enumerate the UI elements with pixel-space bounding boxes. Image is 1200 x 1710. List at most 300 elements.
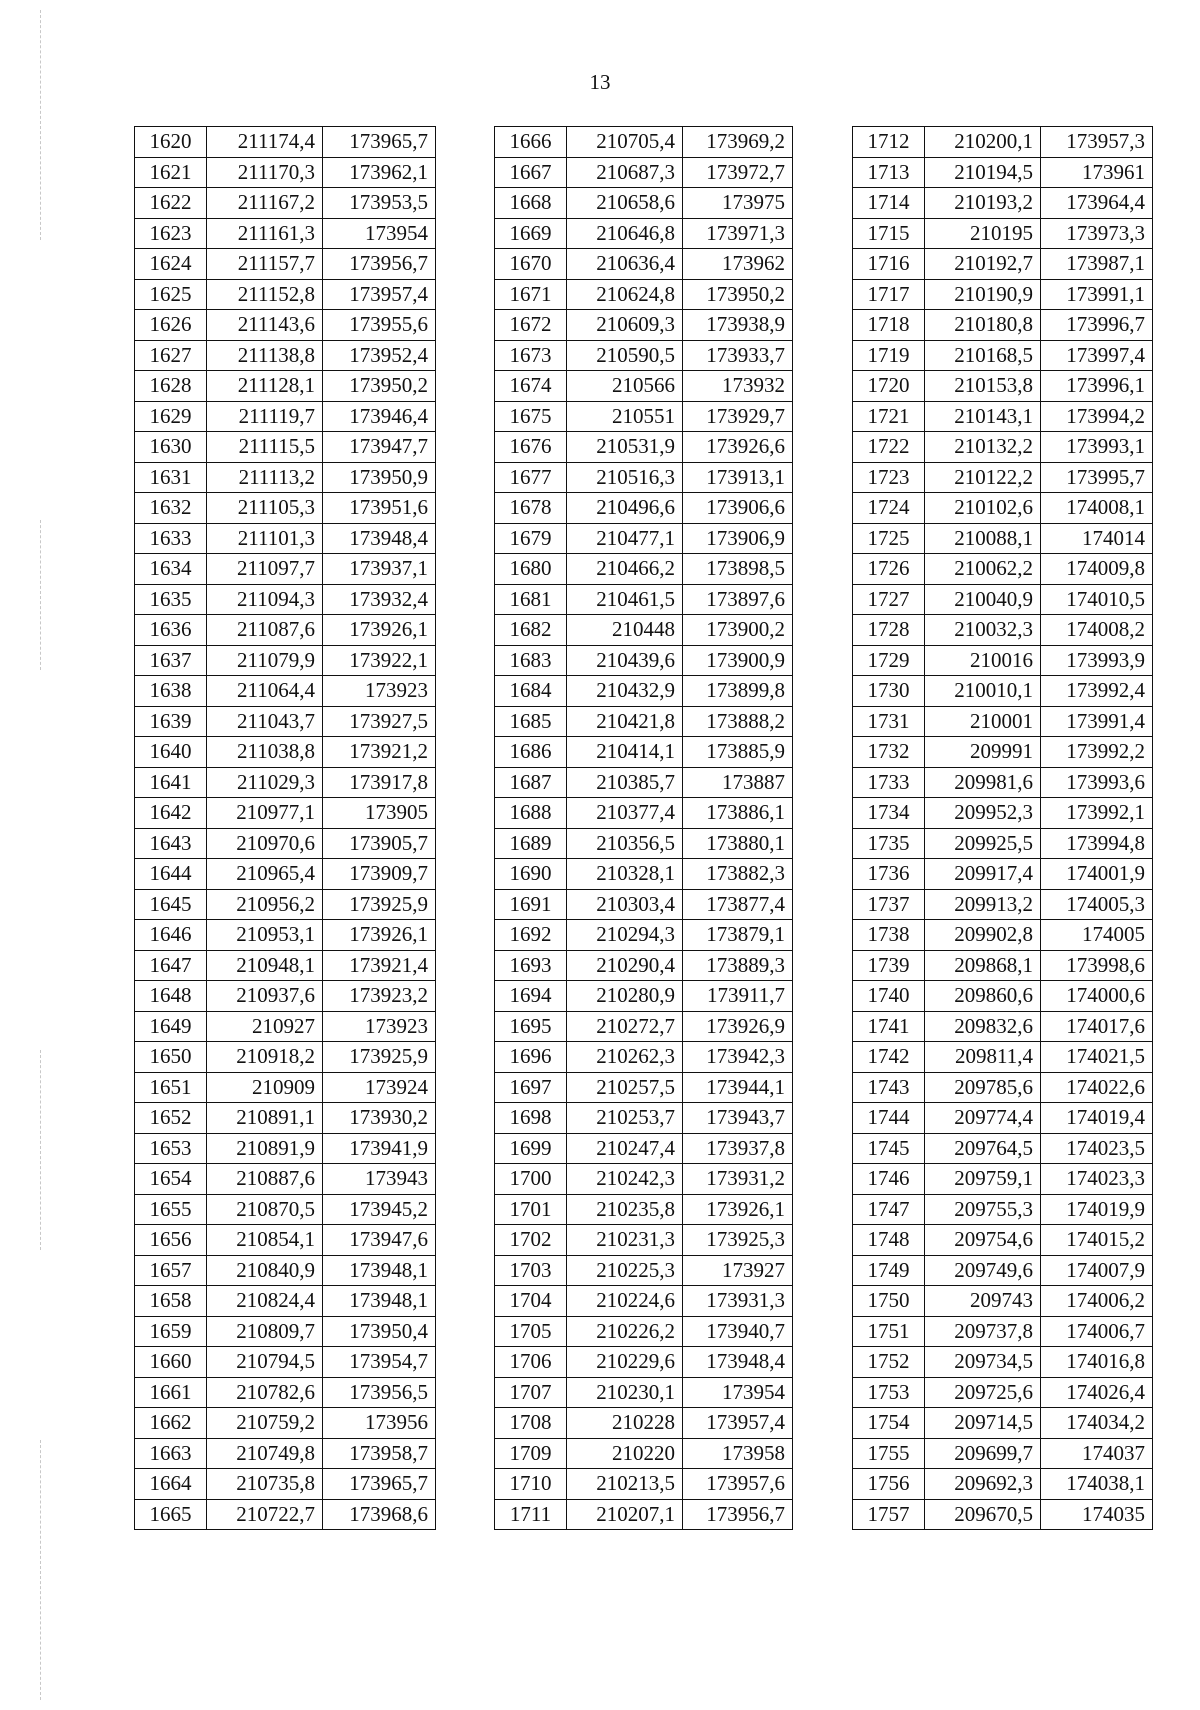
y-coordinate-cell: 173946,4 <box>323 401 436 432</box>
y-coordinate-cell: 173947,6 <box>323 1225 436 1256</box>
table-row <box>135 1469 436 1500</box>
x-coordinate-cell: 210001 <box>925 706 1041 737</box>
point-number-cell: 1727 <box>853 584 925 615</box>
table-row <box>495 1103 793 1134</box>
y-coordinate-cell: 173956,7 <box>323 249 436 280</box>
y-coordinate-cell: 173996,7 <box>1041 310 1153 341</box>
y-coordinate-cell: 174001,9 <box>1041 859 1153 890</box>
point-number-cell: 1754 <box>853 1408 925 1439</box>
point-number-cell: 1683 <box>495 645 567 676</box>
table-row <box>135 218 436 249</box>
point-number-cell: 1682 <box>495 615 567 646</box>
point-number-cell: 1722 <box>853 432 925 463</box>
point-number-cell: 1679 <box>495 523 567 554</box>
x-coordinate-cell: 211101,3 <box>207 523 323 554</box>
point-number-cell: 1715 <box>853 218 925 249</box>
table-row <box>495 615 793 646</box>
y-coordinate-cell: 173948,4 <box>683 1347 793 1378</box>
table-row <box>135 615 436 646</box>
table-row <box>853 676 1153 707</box>
point-number-cell: 1630 <box>135 432 207 463</box>
point-number-cell: 1661 <box>135 1377 207 1408</box>
y-coordinate-cell: 173937,1 <box>323 554 436 585</box>
point-number-cell: 1699 <box>495 1133 567 1164</box>
point-number-cell: 1707 <box>495 1377 567 1408</box>
table-row <box>853 1042 1153 1073</box>
table-row <box>853 493 1153 524</box>
x-coordinate-cell: 210253,7 <box>567 1103 683 1134</box>
point-number-cell: 1753 <box>853 1377 925 1408</box>
table-row <box>495 798 793 829</box>
point-number-cell: 1632 <box>135 493 207 524</box>
y-coordinate-cell: 173962 <box>683 249 793 280</box>
point-number-cell: 1628 <box>135 371 207 402</box>
table-row <box>495 462 793 493</box>
table-row <box>135 1194 436 1225</box>
x-coordinate-cell: 210213,5 <box>567 1469 683 1500</box>
table-row <box>495 767 793 798</box>
point-number-cell: 1650 <box>135 1042 207 1073</box>
y-coordinate-cell: 174014 <box>1041 523 1153 554</box>
point-number-cell: 1676 <box>495 432 567 463</box>
table-row <box>853 1225 1153 1256</box>
table-row <box>135 920 436 951</box>
table-row <box>853 1011 1153 1042</box>
point-number-cell: 1666 <box>495 127 567 158</box>
y-coordinate-cell: 173948,4 <box>323 523 436 554</box>
table-row <box>135 127 436 158</box>
point-number-cell: 1643 <box>135 828 207 859</box>
y-coordinate-cell: 173950,9 <box>323 462 436 493</box>
point-number-cell: 1736 <box>853 859 925 890</box>
point-number-cell: 1716 <box>853 249 925 280</box>
table-row <box>495 371 793 402</box>
table-row <box>853 218 1153 249</box>
x-coordinate-cell: 210190,9 <box>925 279 1041 310</box>
table-row <box>495 218 793 249</box>
x-coordinate-cell: 210200,1 <box>925 127 1041 158</box>
table-row <box>135 737 436 768</box>
x-coordinate-cell: 210280,9 <box>567 981 683 1012</box>
y-coordinate-cell: 174034,2 <box>1041 1408 1153 1439</box>
table-row <box>853 645 1153 676</box>
point-number-cell: 1752 <box>853 1347 925 1378</box>
table-row <box>135 1011 436 1042</box>
point-number-cell: 1712 <box>853 127 925 158</box>
point-number-cell: 1667 <box>495 157 567 188</box>
x-coordinate-cell: 209699,7 <box>925 1438 1041 1469</box>
point-number-cell: 1755 <box>853 1438 925 1469</box>
table-row <box>853 584 1153 615</box>
y-coordinate-cell: 173945,2 <box>323 1194 436 1225</box>
y-coordinate-cell: 173889,3 <box>683 950 793 981</box>
table-row <box>853 1316 1153 1347</box>
y-coordinate-cell: 174010,5 <box>1041 584 1153 615</box>
point-number-cell: 1677 <box>495 462 567 493</box>
table-row <box>495 1255 793 1286</box>
y-coordinate-cell: 174038,1 <box>1041 1469 1153 1500</box>
table-row <box>495 1225 793 1256</box>
point-number-cell: 1728 <box>853 615 925 646</box>
x-coordinate-cell: 210531,9 <box>567 432 683 463</box>
point-number-cell: 1659 <box>135 1316 207 1347</box>
table-row <box>495 1408 793 1439</box>
point-number-cell: 1634 <box>135 554 207 585</box>
table-row <box>135 1377 436 1408</box>
table-row <box>135 1408 436 1439</box>
y-coordinate-cell: 173954 <box>323 218 436 249</box>
table-row <box>853 157 1153 188</box>
x-coordinate-cell: 210032,3 <box>925 615 1041 646</box>
x-coordinate-cell: 209714,5 <box>925 1408 1041 1439</box>
table-row <box>135 1316 436 1347</box>
table-row <box>853 340 1153 371</box>
x-coordinate-cell: 210891,1 <box>207 1103 323 1134</box>
x-coordinate-cell: 210956,2 <box>207 889 323 920</box>
x-coordinate-cell: 209754,6 <box>925 1225 1041 1256</box>
table-row <box>853 554 1153 585</box>
y-coordinate-cell: 173958 <box>683 1438 793 1469</box>
y-coordinate-cell: 173951,6 <box>323 493 436 524</box>
table-row <box>495 401 793 432</box>
y-coordinate-cell: 173950,2 <box>683 279 793 310</box>
point-number-cell: 1756 <box>853 1469 925 1500</box>
point-number-cell: 1637 <box>135 645 207 676</box>
y-coordinate-cell: 173957,6 <box>683 1469 793 1500</box>
y-coordinate-cell: 173954,7 <box>323 1347 436 1378</box>
table-row <box>135 1072 436 1103</box>
y-coordinate-cell: 174008,2 <box>1041 615 1153 646</box>
point-number-cell: 1688 <box>495 798 567 829</box>
point-number-cell: 1740 <box>853 981 925 1012</box>
y-coordinate-cell: 174023,5 <box>1041 1133 1153 1164</box>
x-coordinate-cell: 210477,1 <box>567 523 683 554</box>
x-coordinate-cell: 210294,3 <box>567 920 683 951</box>
point-number-cell: 1751 <box>853 1316 925 1347</box>
x-coordinate-cell: 210421,8 <box>567 706 683 737</box>
binding-margin-line <box>40 1440 41 1700</box>
table-row <box>495 1499 793 1530</box>
y-coordinate-cell: 173956,7 <box>683 1499 793 1530</box>
x-coordinate-cell: 210909 <box>207 1072 323 1103</box>
x-coordinate-cell: 210143,1 <box>925 401 1041 432</box>
x-coordinate-cell: 210194,5 <box>925 157 1041 188</box>
y-coordinate-cell: 173955,6 <box>323 310 436 341</box>
y-coordinate-cell: 173993,6 <box>1041 767 1153 798</box>
point-number-cell: 1627 <box>135 340 207 371</box>
x-coordinate-cell: 210854,1 <box>207 1225 323 1256</box>
table-row <box>495 432 793 463</box>
x-coordinate-cell: 209749,6 <box>925 1255 1041 1286</box>
y-coordinate-cell: 173925,9 <box>323 1042 436 1073</box>
table-row <box>853 279 1153 310</box>
table-row <box>495 1042 793 1073</box>
y-coordinate-cell: 174021,5 <box>1041 1042 1153 1073</box>
x-coordinate-cell: 210759,2 <box>207 1408 323 1439</box>
point-number-cell: 1662 <box>135 1408 207 1439</box>
x-coordinate-cell: 210180,8 <box>925 310 1041 341</box>
point-number-cell: 1748 <box>853 1225 925 1256</box>
x-coordinate-cell: 210193,2 <box>925 188 1041 219</box>
x-coordinate-cell: 210448 <box>567 615 683 646</box>
binding-margin-line <box>40 520 41 670</box>
x-coordinate-cell: 210735,8 <box>207 1469 323 1500</box>
y-coordinate-cell: 173987,1 <box>1041 249 1153 280</box>
x-coordinate-cell: 209811,4 <box>925 1042 1041 1073</box>
x-coordinate-cell: 209755,3 <box>925 1194 1041 1225</box>
table-row <box>853 1133 1153 1164</box>
table-row <box>853 1499 1153 1530</box>
point-number-cell: 1620 <box>135 127 207 158</box>
point-number-cell: 1653 <box>135 1133 207 1164</box>
x-coordinate-cell: 210062,2 <box>925 554 1041 585</box>
x-coordinate-cell: 211105,3 <box>207 493 323 524</box>
point-number-cell: 1626 <box>135 310 207 341</box>
x-coordinate-cell: 210272,7 <box>567 1011 683 1042</box>
x-coordinate-cell: 210937,6 <box>207 981 323 1012</box>
point-number-cell: 1696 <box>495 1042 567 1073</box>
y-coordinate-cell: 174006,2 <box>1041 1286 1153 1317</box>
table-row <box>495 554 793 585</box>
y-coordinate-cell: 173926,6 <box>683 432 793 463</box>
y-coordinate-cell: 173888,2 <box>683 706 793 737</box>
x-coordinate-cell: 209759,1 <box>925 1164 1041 1195</box>
coordinates-table <box>134 126 436 1530</box>
point-number-cell: 1649 <box>135 1011 207 1042</box>
table-row <box>853 371 1153 402</box>
y-coordinate-cell: 173957,3 <box>1041 127 1153 158</box>
y-coordinate-cell: 173971,3 <box>683 218 793 249</box>
x-coordinate-cell: 210040,9 <box>925 584 1041 615</box>
y-coordinate-cell: 173992,4 <box>1041 676 1153 707</box>
y-coordinate-cell: 173938,9 <box>683 310 793 341</box>
point-number-cell: 1647 <box>135 950 207 981</box>
x-coordinate-cell: 211152,8 <box>207 279 323 310</box>
x-coordinate-cell: 210257,5 <box>567 1072 683 1103</box>
point-number-cell: 1689 <box>495 828 567 859</box>
table-row <box>853 127 1153 158</box>
y-coordinate-cell: 173923 <box>323 676 436 707</box>
y-coordinate-cell: 173992,1 <box>1041 798 1153 829</box>
table-row <box>853 310 1153 341</box>
x-coordinate-cell: 210385,7 <box>567 767 683 798</box>
x-coordinate-cell: 210646,8 <box>567 218 683 249</box>
table-row <box>495 737 793 768</box>
x-coordinate-cell: 211157,7 <box>207 249 323 280</box>
table-row <box>853 432 1153 463</box>
table-row <box>135 554 436 585</box>
table-row <box>495 249 793 280</box>
point-number-cell: 1735 <box>853 828 925 859</box>
y-coordinate-cell: 173923 <box>323 1011 436 1042</box>
x-coordinate-cell: 209832,6 <box>925 1011 1041 1042</box>
table-row <box>495 340 793 371</box>
x-coordinate-cell: 211079,9 <box>207 645 323 676</box>
x-coordinate-cell: 210636,4 <box>567 249 683 280</box>
point-number-cell: 1720 <box>853 371 925 402</box>
x-coordinate-cell: 210782,6 <box>207 1377 323 1408</box>
y-coordinate-cell: 173995,7 <box>1041 462 1153 493</box>
x-coordinate-cell: 210195 <box>925 218 1041 249</box>
point-number-cell: 1750 <box>853 1286 925 1317</box>
table-row <box>495 981 793 1012</box>
point-number-cell: 1703 <box>495 1255 567 1286</box>
y-coordinate-cell: 173957,4 <box>683 1408 793 1439</box>
table-row <box>495 706 793 737</box>
table-row <box>135 401 436 432</box>
point-number-cell: 1718 <box>853 310 925 341</box>
point-number-cell: 1648 <box>135 981 207 1012</box>
y-coordinate-cell: 173943 <box>323 1164 436 1195</box>
table-row <box>495 188 793 219</box>
x-coordinate-cell: 210102,6 <box>925 493 1041 524</box>
y-coordinate-cell: 174037 <box>1041 1438 1153 1469</box>
table-row <box>135 523 436 554</box>
point-number-cell: 1742 <box>853 1042 925 1073</box>
point-number-cell: 1702 <box>495 1225 567 1256</box>
x-coordinate-cell: 209785,6 <box>925 1072 1041 1103</box>
y-coordinate-cell: 173932,4 <box>323 584 436 615</box>
point-number-cell: 1685 <box>495 706 567 737</box>
x-coordinate-cell: 209734,5 <box>925 1347 1041 1378</box>
point-number-cell: 1684 <box>495 676 567 707</box>
point-number-cell: 1639 <box>135 706 207 737</box>
x-coordinate-cell: 211138,8 <box>207 340 323 371</box>
point-number-cell: 1646 <box>135 920 207 951</box>
y-coordinate-cell: 174000,6 <box>1041 981 1153 1012</box>
table-row <box>135 1255 436 1286</box>
y-coordinate-cell: 173921,4 <box>323 950 436 981</box>
point-number-cell: 1700 <box>495 1164 567 1195</box>
y-coordinate-cell: 173962,1 <box>323 157 436 188</box>
table-row <box>135 493 436 524</box>
point-number-cell: 1737 <box>853 889 925 920</box>
y-coordinate-cell: 173956 <box>323 1408 436 1439</box>
y-coordinate-cell: 174026,4 <box>1041 1377 1153 1408</box>
y-coordinate-cell: 173997,4 <box>1041 340 1153 371</box>
y-coordinate-cell: 173926,1 <box>323 920 436 951</box>
x-coordinate-cell: 211174,4 <box>207 127 323 158</box>
y-coordinate-cell: 173885,9 <box>683 737 793 768</box>
y-coordinate-cell: 173927,5 <box>323 706 436 737</box>
x-coordinate-cell: 210466,2 <box>567 554 683 585</box>
point-number-cell: 1680 <box>495 554 567 585</box>
y-coordinate-cell: 173913,1 <box>683 462 793 493</box>
point-number-cell: 1731 <box>853 706 925 737</box>
x-coordinate-cell: 210228 <box>567 1408 683 1439</box>
point-number-cell: 1691 <box>495 889 567 920</box>
y-coordinate-cell: 173958,7 <box>323 1438 436 1469</box>
point-number-cell: 1672 <box>495 310 567 341</box>
y-coordinate-cell: 173942,3 <box>683 1042 793 1073</box>
x-coordinate-cell: 210168,5 <box>925 340 1041 371</box>
y-coordinate-cell: 173975 <box>683 188 793 219</box>
x-coordinate-cell: 210247,4 <box>567 1133 683 1164</box>
table-row <box>135 432 436 463</box>
y-coordinate-cell: 173957,4 <box>323 279 436 310</box>
x-coordinate-cell: 210226,2 <box>567 1316 683 1347</box>
table-row <box>853 767 1153 798</box>
y-coordinate-cell: 173887 <box>683 767 793 798</box>
x-coordinate-cell: 210235,8 <box>567 1194 683 1225</box>
point-number-cell: 1673 <box>495 340 567 371</box>
y-coordinate-cell: 173911,7 <box>683 981 793 1012</box>
x-coordinate-cell: 211143,6 <box>207 310 323 341</box>
x-coordinate-cell: 210927 <box>207 1011 323 1042</box>
table-row <box>495 1194 793 1225</box>
point-number-cell: 1738 <box>853 920 925 951</box>
table-row <box>495 1286 793 1317</box>
coordinates-table <box>852 126 1153 1530</box>
table-row <box>853 950 1153 981</box>
x-coordinate-cell: 210377,4 <box>567 798 683 829</box>
table-row <box>853 798 1153 829</box>
table-row <box>853 1286 1153 1317</box>
point-number-cell: 1739 <box>853 950 925 981</box>
point-number-cell: 1635 <box>135 584 207 615</box>
y-coordinate-cell: 173950,2 <box>323 371 436 402</box>
x-coordinate-cell: 210794,5 <box>207 1347 323 1378</box>
table-row <box>135 1286 436 1317</box>
x-coordinate-cell: 209925,5 <box>925 828 1041 859</box>
y-coordinate-cell: 173950,4 <box>323 1316 436 1347</box>
y-coordinate-cell: 173906,9 <box>683 523 793 554</box>
point-number-cell: 1660 <box>135 1347 207 1378</box>
binding-margin-line <box>40 1050 41 1250</box>
table-row <box>853 920 1153 951</box>
y-coordinate-cell: 173994,8 <box>1041 828 1153 859</box>
table-row <box>853 828 1153 859</box>
y-coordinate-cell: 173925,9 <box>323 889 436 920</box>
point-number-cell: 1669 <box>495 218 567 249</box>
x-coordinate-cell: 210977,1 <box>207 798 323 829</box>
x-coordinate-cell: 210328,1 <box>567 859 683 890</box>
table-row <box>495 310 793 341</box>
y-coordinate-cell: 173998,6 <box>1041 950 1153 981</box>
x-coordinate-cell: 210948,1 <box>207 950 323 981</box>
x-coordinate-cell: 211038,8 <box>207 737 323 768</box>
point-number-cell: 1717 <box>853 279 925 310</box>
point-number-cell: 1730 <box>853 676 925 707</box>
point-number-cell: 1678 <box>495 493 567 524</box>
point-number-cell: 1746 <box>853 1164 925 1195</box>
table-row <box>135 798 436 829</box>
point-number-cell: 1651 <box>135 1072 207 1103</box>
x-coordinate-cell: 210870,5 <box>207 1194 323 1225</box>
y-coordinate-cell: 173961 <box>1041 157 1153 188</box>
table-row <box>135 371 436 402</box>
y-coordinate-cell: 173877,4 <box>683 889 793 920</box>
y-coordinate-cell: 174006,7 <box>1041 1316 1153 1347</box>
x-coordinate-cell: 210432,9 <box>567 676 683 707</box>
x-coordinate-cell: 211113,2 <box>207 462 323 493</box>
table-row <box>853 188 1153 219</box>
table-row <box>495 1347 793 1378</box>
x-coordinate-cell: 210566 <box>567 371 683 402</box>
point-number-cell: 1663 <box>135 1438 207 1469</box>
table-row <box>135 462 436 493</box>
y-coordinate-cell: 173922,1 <box>323 645 436 676</box>
x-coordinate-cell: 210722,7 <box>207 1499 323 1530</box>
point-number-cell: 1692 <box>495 920 567 951</box>
x-coordinate-cell: 210609,3 <box>567 310 683 341</box>
x-coordinate-cell: 210840,9 <box>207 1255 323 1286</box>
x-coordinate-cell: 210970,6 <box>207 828 323 859</box>
point-number-cell: 1732 <box>853 737 925 768</box>
table-row <box>135 950 436 981</box>
y-coordinate-cell: 174016,8 <box>1041 1347 1153 1378</box>
y-coordinate-cell: 173968,6 <box>323 1499 436 1530</box>
